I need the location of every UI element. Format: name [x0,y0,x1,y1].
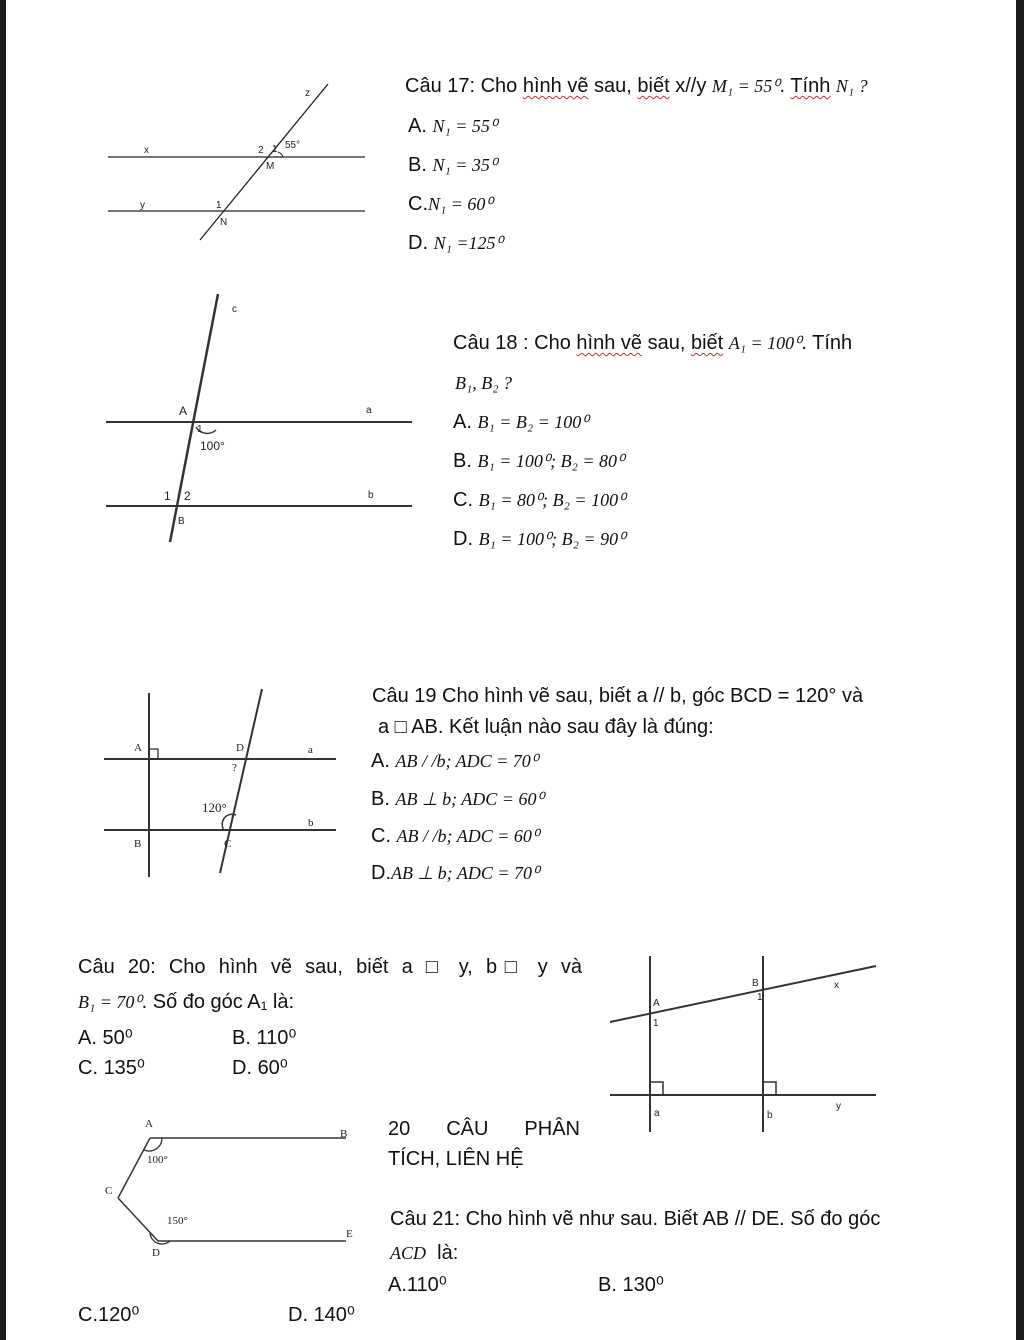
q17-option-b: B. N₁ = 35⁰ [408,154,498,176]
q17-label-1m: 1 [272,144,278,155]
section-heading: 20 CÂU PHÂN [388,1118,580,1140]
q20-option-b: B. 110⁰ [232,1027,297,1049]
q20-figure [600,950,885,1140]
right-frame-edge [1016,0,1024,1340]
q21-label-a-point: A [145,1118,153,1130]
q19-option-a: A. AB / /b; ADC = 70⁰ [371,750,538,772]
q18-label-a-line: a [366,405,372,416]
q20-option-a: A. 50⁰ [78,1027,133,1049]
q21-stem-line1: Câu 21: Cho hình vẽ như sau. Biết AB // DE. Số đo góc [390,1208,881,1230]
section-heading-line2: TÍCH, LIÊN HỆ [388,1148,524,1170]
q20-label-y: y [836,1101,841,1112]
q18-label-c: c [232,304,237,315]
q18-label-b-point: B [178,516,185,527]
q21-option-b: B. 130⁰ [598,1274,664,1296]
q17-label-2: 2 [258,145,264,156]
q17-label-y: y [140,200,145,211]
q18-option-c: C. B₁ = 80⁰; B₂ = 100⁰ [453,489,626,511]
q17-label-n: N [220,217,228,228]
q19-label-a-point: A [134,742,142,754]
q18-label-1a: 1 [197,424,203,435]
q17-label-x: x [144,145,149,156]
q21-option-a: A.110⁰ [388,1274,447,1296]
q17-option-c: C.N₁ = 60⁰ [408,193,493,215]
q18-option-b: B. B₁ = 100⁰; B₂ = 80⁰ [453,450,625,472]
q20-stem-line2: B₁ = 70⁰. Số đo góc A₁ là: [78,991,295,1013]
q19-label-question: ? [232,762,237,774]
q19-option-c: C. AB / /b; ADC = 60⁰ [371,825,540,847]
q17-stem: Câu 17: Cho hình vẽ sau, biết x//y M₁ = 55⁰. Tính N₁ ? [405,75,868,97]
q18-label-2b: 2 [184,489,191,503]
q17-label-angle: 55° [285,140,301,151]
q20-label-b-point: B [752,978,759,989]
q21-stem-line2: ACD là: [390,1242,459,1264]
q20-label-a-point: A [653,998,660,1009]
q20-label-x: x [834,980,839,991]
q20-label-1a: 1 [653,1018,659,1029]
q20-option-c: C. 135⁰ [78,1057,145,1079]
q18-stem-line2: B₁, B₂ ? [455,373,513,393]
q18-figure [100,290,420,550]
q19-stem-line2: a □ AB. Kết luận nào sau đây là đúng: [378,716,714,738]
q18-label-b-line: b [368,490,374,501]
q20-option-d: D. 60⁰ [232,1057,288,1079]
q19-label-b-line: b [308,817,314,829]
q19-label-angle: 120° [202,800,227,815]
q19-label-d-point: D [236,742,244,754]
q18-label-1b: 1 [164,489,171,503]
q17-option-d: D. N₁ =125⁰ [408,232,503,254]
q21-label-angle-d: 150° [167,1215,188,1227]
q20-stem-line1: Câu 20: Cho hình vẽ sau, biết a □ y, b□ y và [78,956,582,978]
q17-label-z: z [305,88,310,99]
q17-label-m: M [266,161,275,172]
q18-option-a: A. B₁ = B₂ = 100⁰ [453,411,589,433]
left-frame-edge [0,0,6,1340]
q21-label-b-point: B [340,1128,348,1140]
q19-stem-line1: Câu 19 Cho hình vẽ sau, biết a // b, góc BCD = 120° và [372,685,864,707]
q21-label-angle-a: 100° [147,1154,168,1166]
q17-figure [100,80,380,250]
q21-label-c-point: C [105,1185,113,1197]
q20-label-a-line: a [654,1108,660,1119]
q18-stem: Câu 18 : Cho hình vẽ sau, biết A₁ = 100⁰. Tính [453,332,853,354]
q18-label-angle: 100° [200,439,225,453]
q19-option-b: B. AB ⊥ b; ADC = 60⁰ [371,788,544,810]
q17-option-a: A. N₁ = 55⁰ [408,115,498,137]
q20-label-b-line: b [767,1110,773,1121]
q21-option-c: C.120⁰ [78,1304,140,1326]
q19-label-c-point: C [224,838,232,850]
q18-option-d: D. B₁ = 100⁰; B₂ = 90⁰ [453,528,626,550]
q20-label-1b: 1 [757,992,763,1003]
q21-option-d: D. 140⁰ [288,1304,355,1326]
q19-label-b-point: B [134,838,142,850]
q17-label-1n: 1 [216,200,222,211]
q21-label-e-point: E [346,1228,353,1240]
q21-label-d-point: D [152,1247,160,1259]
q21-figure [100,1110,370,1270]
q19-option-d: D.AB ⊥ b; ADC = 70⁰ [371,862,540,884]
q19-label-a-line: a [308,744,313,756]
q18-label-a-point: A [179,404,188,418]
q19-figure [100,685,350,885]
